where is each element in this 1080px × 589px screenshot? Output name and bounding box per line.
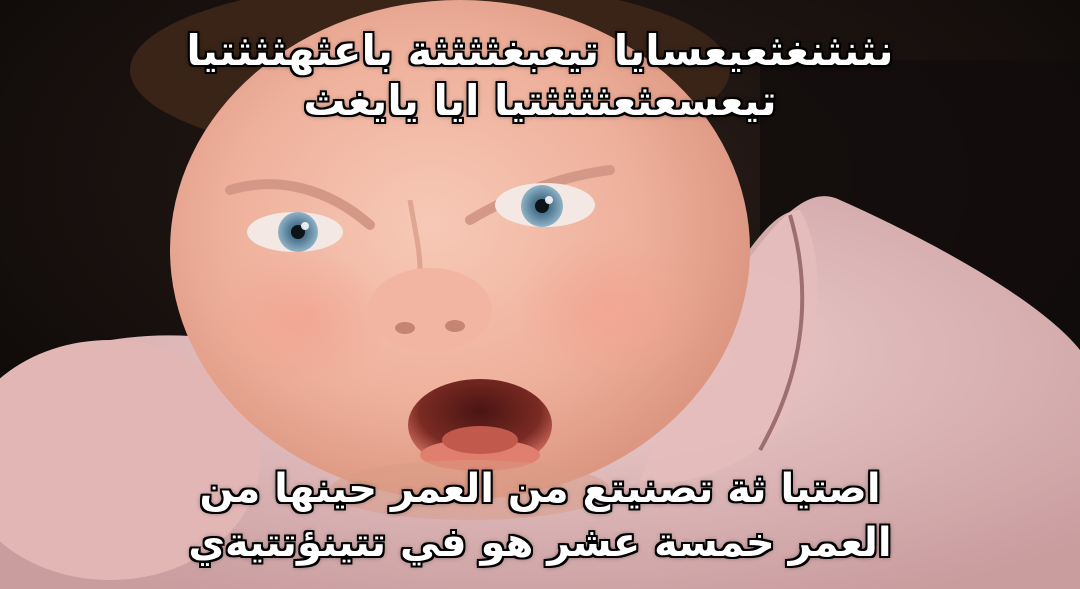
right-cheek [515, 235, 705, 385]
right-eye [495, 183, 595, 227]
top-caption [40, 26, 1040, 126]
left-eye [247, 212, 343, 252]
bottom-caption [40, 462, 1040, 570]
bottom-caption-line-2: العمر خمسة عشر هو في تتينؤتتيةي [188, 520, 892, 566]
tongue [442, 426, 518, 454]
nose [368, 268, 492, 352]
left-cheek [210, 250, 390, 390]
bottom-caption-line-1: اصتيا ثة تصنيتع من العمر حينها من [199, 466, 881, 512]
top-caption-line-1: نثنثنغثعيعسايا تيعبغثثثثة باعثهثثثتيا [186, 26, 894, 75]
top-caption-line-2: تيعسعثعثثثثتيا ايا يايغث [303, 76, 777, 125]
